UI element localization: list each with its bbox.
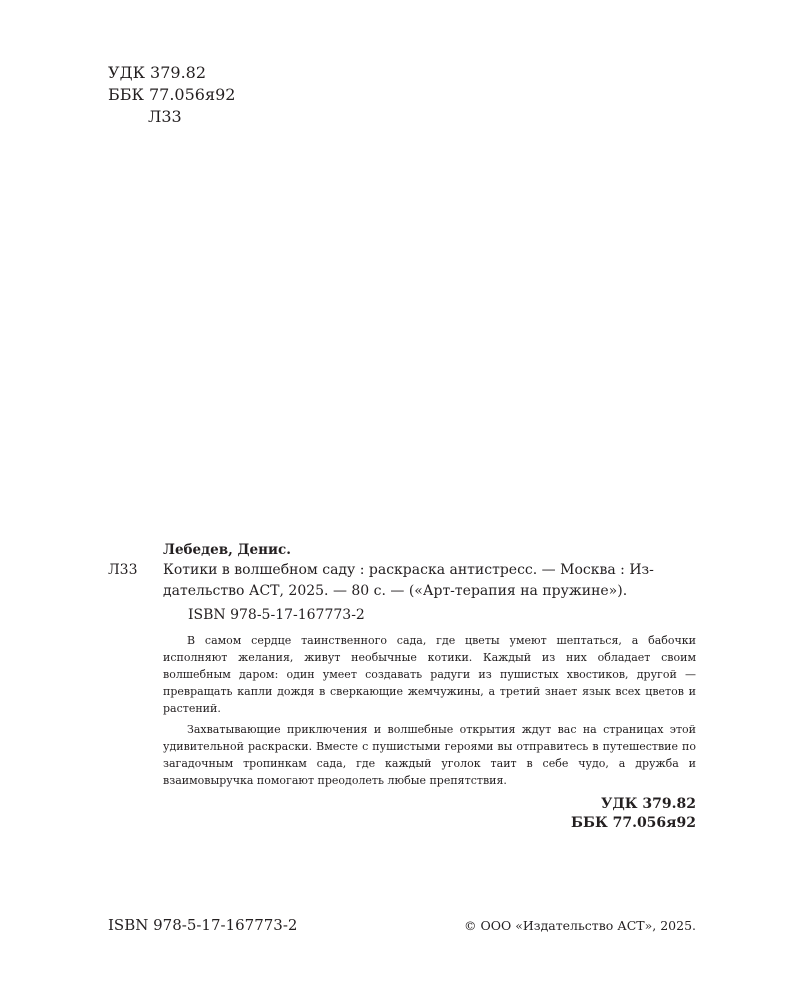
- card-isbn: ISBN 978-5-17-167773-2: [188, 607, 365, 623]
- annotation-paragraph-2: Захватывающие приключения и волшебные открытия ждут вас на страницах этой удивительной раскраски. Вместе с пушистыми героями вы отправитесь в путешествие по загадочным тропинкам сада, где каждый уголок таит в себе чудо, а дружба и взаимовыручка помогают преодолеть любые препятствия.: [163, 723, 696, 787]
- bbk-code: ББК 77.056я92: [108, 85, 236, 104]
- footer-copyright: © ООО «Издательство АСТ», 2025.: [464, 918, 696, 933]
- card-udk-code: УДК 379.82: [601, 796, 696, 812]
- top-classification-block: [108, 62, 235, 128]
- card-bib-line-2: дательство АСТ, 2025. — 80 с. — («Арт-терапия на пружине»).: [163, 583, 628, 599]
- footer-isbn: ISBN 978-5-17-167773-2: [108, 916, 298, 934]
- card-classification: [108, 795, 696, 833]
- udk-code: УДК 379.82: [108, 63, 207, 82]
- card-bib-line-1: Котики в волшебном саду : раскраска антистресс. — Москва : Из-: [163, 562, 654, 578]
- card-bbk-code: ББК 77.056я92: [571, 815, 696, 831]
- catalog-card: [108, 540, 696, 833]
- card-author: Лебедев, Денис.: [163, 542, 291, 558]
- card-bibliographic-entry: [108, 560, 696, 602]
- card-author-mark: Л33: [108, 562, 138, 578]
- annotation-paragraph-1: В самом сердце таинственного сада, где цветы умеют шептаться, а бабочки исполняют желания, живут необычные котики. Каждый из них обладает своим волшебным даром: один умеет создавать радуги из пушистых хвостиков, другой — превращать капли дождя в сверкающие жемчужины, а третий знает язык всех цветов и растений.: [163, 634, 696, 715]
- author-mark: Л33: [148, 107, 182, 126]
- card-annotation: [163, 632, 696, 789]
